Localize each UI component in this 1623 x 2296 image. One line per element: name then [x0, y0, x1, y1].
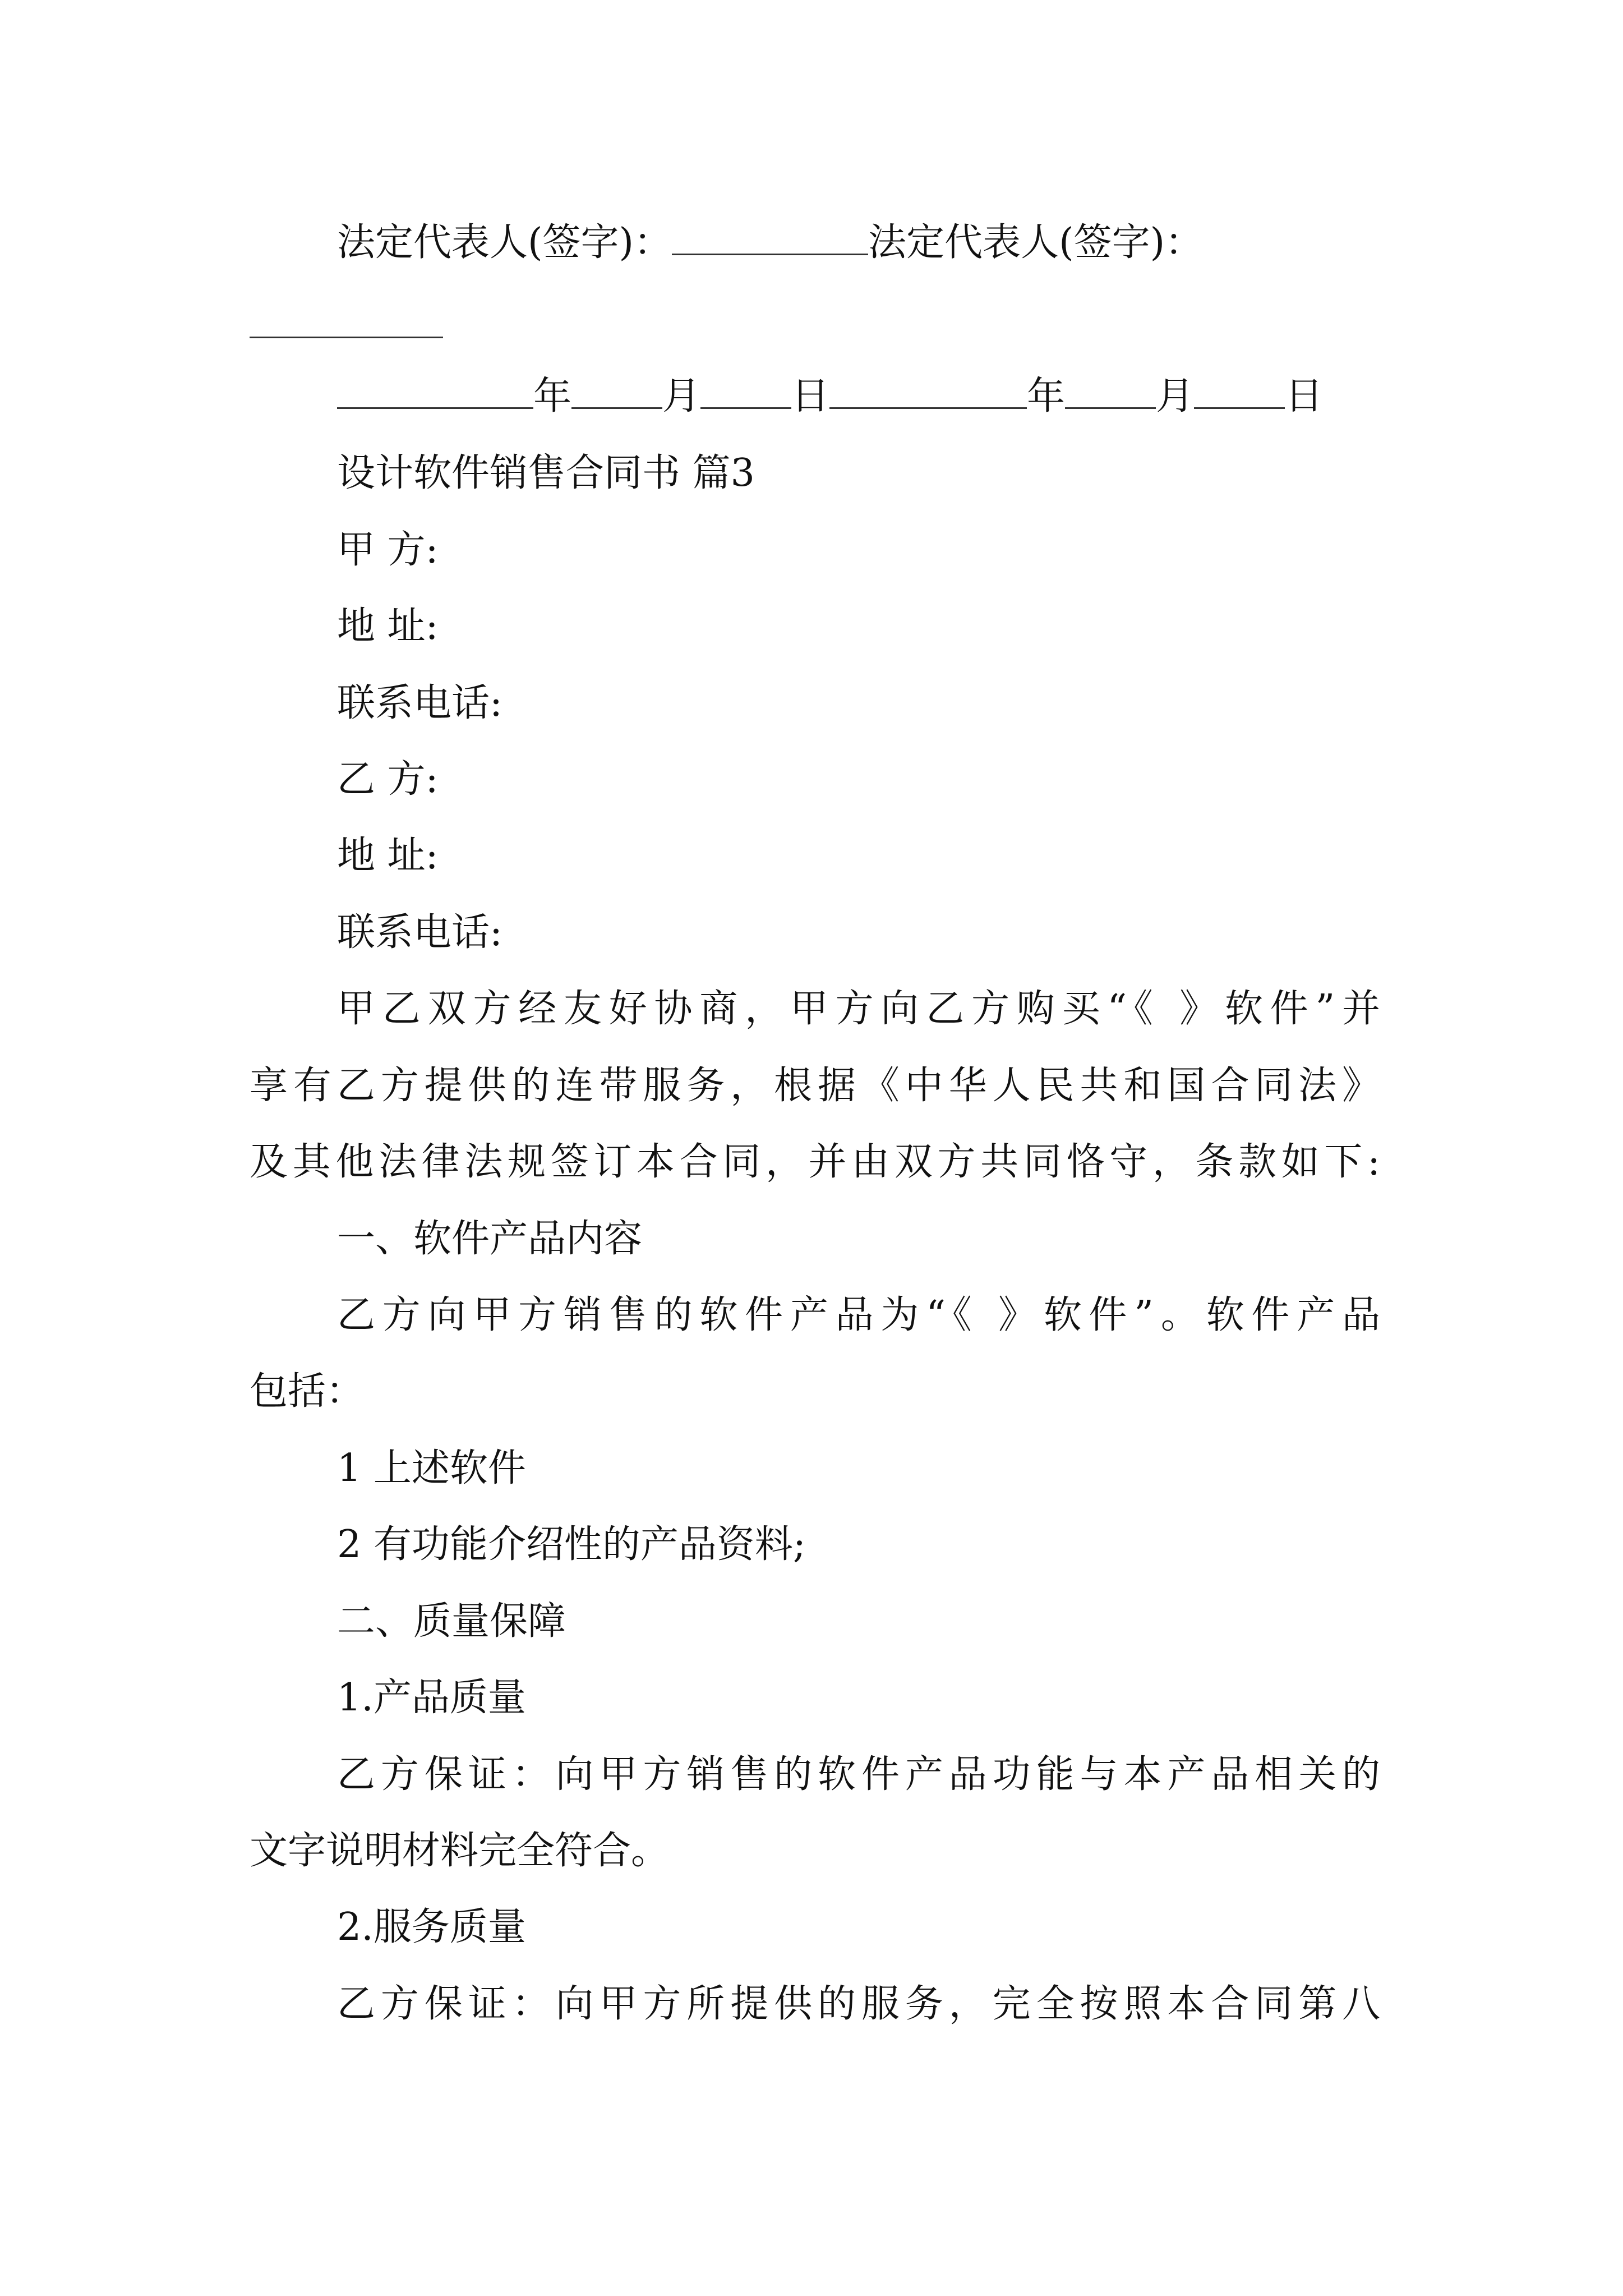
- intro-line-3: 及其他法律法规签订本合同，并由双方共同恪守，条款如下:: [250, 1140, 1380, 1184]
- party-a-name-label: 甲 方:: [337, 528, 439, 572]
- party-b-phone-label: 联系电话:: [337, 910, 502, 955]
- section-1-body-line-2: 包括：: [250, 1369, 365, 1414]
- section-2-sub-1-line-1: 乙方保证：向甲方销售的软件产品功能与本产品相关的: [337, 1752, 1380, 1797]
- section-2-sub-1-line-2: 文字说明材料完全符合。: [250, 1829, 670, 1873]
- intro-line-1: 甲乙双方经友好协商，甲方向乙方购买“《 》软件”并: [337, 987, 1380, 1031]
- date-row: [337, 374, 1324, 418]
- party-b-address-label: 地 址:: [337, 834, 439, 878]
- signature-label-left: 法定代表人(签字)：: [337, 220, 672, 265]
- date-blank-day-left: [700, 377, 791, 409]
- party-a-address-label: 地 址:: [337, 604, 439, 648]
- signature-blank-right: [250, 337, 443, 338]
- date-blank-day-right: [1194, 377, 1285, 409]
- date-year-right: 年: [1027, 374, 1066, 418]
- signature-row: [337, 220, 1204, 265]
- date-blank-year-left: [337, 377, 533, 409]
- section-1-item-1: 1 上述软件: [337, 1446, 526, 1490]
- signature-blank-left: [672, 223, 868, 255]
- section-2-sub-2-heading: 2.服务质量: [337, 1905, 526, 1949]
- date-day-left: 日: [791, 374, 830, 418]
- party-a-phone-label: 联系电话:: [337, 681, 502, 725]
- date-month-right: 月: [1156, 374, 1195, 418]
- section-2-sub-1-heading: 1.产品质量: [337, 1676, 526, 1720]
- signature-label-right: 法定代表人(签字)：: [868, 220, 1204, 265]
- party-b-name-label: 乙 方:: [337, 757, 439, 802]
- document-title: 设计软件销售合同书 篇3: [337, 451, 755, 495]
- intro-line-2: 享有乙方提供的连带服务，根据《中华人民共和国合同法》: [250, 1064, 1380, 1108]
- section-2-heading: 二、质量保障: [337, 1599, 566, 1644]
- date-year-left: 年: [533, 374, 572, 418]
- date-month-left: 月: [662, 374, 701, 418]
- date-day-right: 日: [1285, 374, 1324, 418]
- date-blank-year-right: [829, 377, 1027, 409]
- section-1-heading: 一、软件产品内容: [337, 1217, 643, 1261]
- date-blank-month-right: [1065, 377, 1156, 409]
- section-1-item-2: 2 有功能介绍性的产品资料;: [337, 1522, 806, 1567]
- section-1-body-line-1: 乙方向甲方销售的软件产品为“《 》软件”。软件产品: [337, 1293, 1380, 1337]
- section-2-sub-2-line-1: 乙方保证：向甲方所提供的服务，完全按照本合同第八: [337, 1982, 1380, 2026]
- date-blank-month-left: [571, 377, 662, 409]
